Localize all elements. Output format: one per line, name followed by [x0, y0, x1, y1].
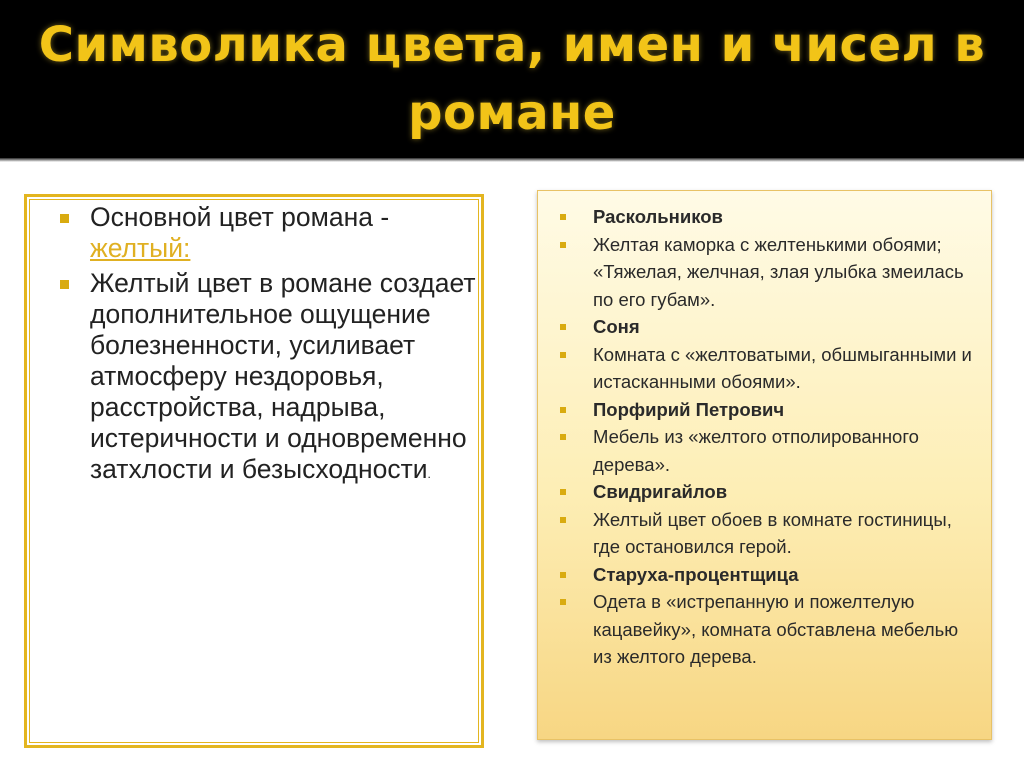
character-name	[560, 313, 980, 341]
main-color-label: Основной цвет романа -	[90, 202, 390, 232]
square-bullet-icon	[560, 489, 566, 495]
trailing-period: .	[427, 467, 431, 481]
character-text: Свидригайлов	[593, 481, 728, 502]
left-bullet-item	[57, 202, 477, 264]
square-bullet-icon	[560, 434, 566, 440]
square-bullet-icon	[560, 407, 566, 413]
character-description	[560, 423, 980, 478]
yellow-color-link[interactable]: желтый:	[90, 233, 191, 263]
character-name	[560, 203, 980, 231]
character-text: Одета в «истрепанную и пожелтелую кацавейку», комната обставлена мебелью из желтого дерева.	[593, 591, 959, 667]
character-name	[560, 478, 980, 506]
square-bullet-icon	[560, 517, 566, 523]
character-name	[560, 561, 980, 589]
square-bullet-icon	[560, 242, 566, 248]
character-description	[560, 341, 980, 396]
character-text: Порфирий Петрович	[593, 398, 785, 420]
left-bullet-item	[57, 268, 477, 490]
square-bullet-icon	[560, 352, 566, 358]
character-text: Мебель из «желтого отполированного дерева».	[593, 426, 919, 475]
yellow-meaning-text: Желтый цвет в романе создает дополнительное ощущение болезненности, усиливает атмосферу нездоровья, расстройства, надрыва, истеричности и одновременно затхлости и безысходности	[90, 268, 476, 484]
character-text: Желтая каморка с желтенькими обоями; «Тяжелая, желчная, злая улыбка змеилась по его губам».	[593, 233, 964, 310]
characters-panel	[537, 190, 992, 740]
characters-list	[560, 203, 980, 671]
slide-title-line-2: романе	[408, 85, 616, 141]
character-text: Желтый цвет обоев в комнате гостиницы, где остановился герой.	[593, 508, 952, 557]
character-description	[560, 588, 980, 671]
character-text: Комната с «желтоватыми, обшмыганными и истасканными обоями».	[593, 343, 972, 392]
character-description	[560, 231, 980, 314]
character-text: Соня	[593, 316, 640, 337]
left-text-panel	[24, 194, 484, 748]
square-bullet-icon	[560, 572, 566, 578]
square-bullet-icon	[60, 280, 69, 289]
character-text: Старуха-процентщица	[593, 563, 799, 585]
square-bullet-icon	[560, 214, 566, 220]
square-bullet-icon	[60, 214, 69, 223]
square-bullet-icon	[560, 324, 566, 330]
left-bullet-list	[57, 202, 477, 494]
title-bar	[0, 0, 1024, 158]
square-bullet-icon	[560, 599, 566, 605]
character-name	[560, 396, 980, 424]
title-divider	[0, 158, 1024, 162]
character-text: Раскольников	[593, 206, 723, 227]
character-description	[560, 506, 980, 561]
slide-title-line-1: Символика цвета, имен и чисел в	[38, 17, 986, 73]
